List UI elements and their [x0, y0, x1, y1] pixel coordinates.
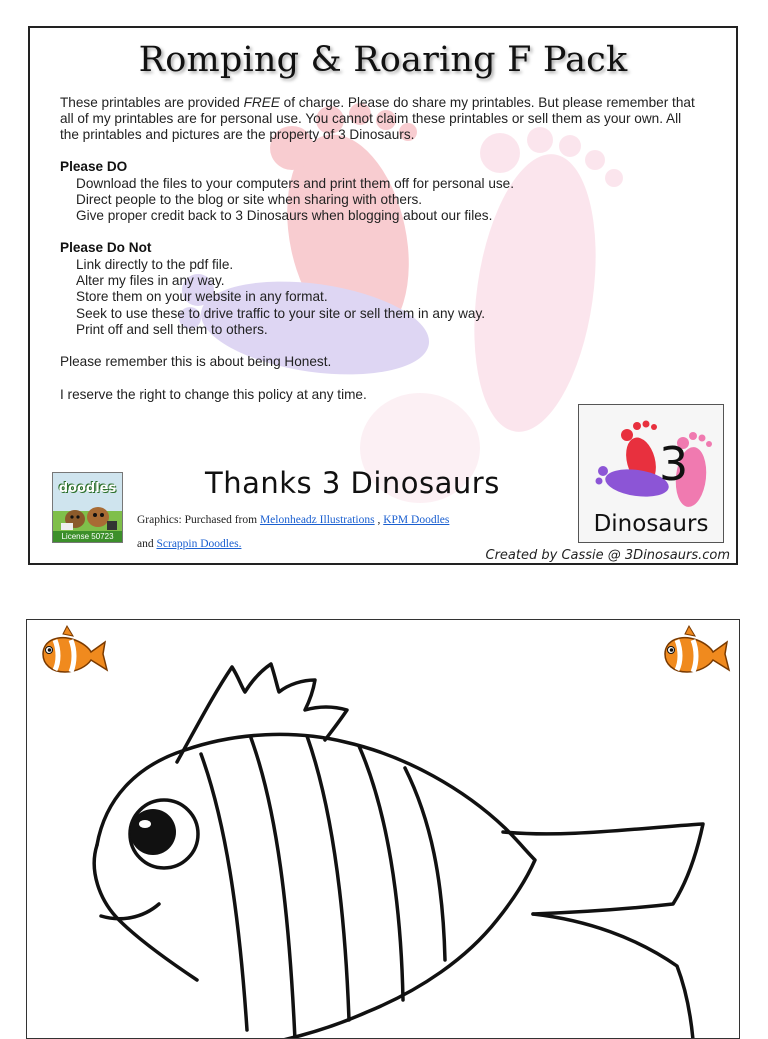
- please-do-item: Direct people to the blog or site when sharing with others.: [76, 192, 423, 208]
- melonheadz-link[interactable]: Melonheadz Illustrations: [259, 514, 375, 526]
- please-do-not-heading: Please Do Not: [60, 240, 152, 255]
- fish-eye-icon: [130, 800, 198, 868]
- please-do-item: Give proper credit back to 3 Dinosaurs when blogging about our files.: [76, 208, 493, 224]
- kpm-doodles-link[interactable]: KPM Doodles: [383, 514, 450, 526]
- please-do-not-item: Seek to use these to drive traffic to your site or sell them in any way.: [76, 305, 486, 321]
- intro-paragraph: [60, 95, 700, 144]
- please-do-not-item: Print off and sell them to others.: [76, 321, 268, 337]
- honest-note: Please remember this is about being Honest.: [60, 354, 332, 369]
- doodles-logo-word: doodles: [58, 481, 117, 496]
- three-dinosaurs-logo: [578, 404, 724, 543]
- terms-page: [28, 26, 738, 565]
- clownfish-icon: [665, 626, 729, 672]
- credit-separator: ,: [374, 514, 384, 526]
- please-do-item: Download the files to your computers and print them off for personal use.: [76, 176, 515, 191]
- please-do-not-item: Store them on your website in any format.: [76, 289, 328, 305]
- coloring-canvas: [27, 620, 740, 1039]
- graphics-credit-prefix: Graphics: Purchased from: [137, 514, 260, 526]
- please-do-not-item: Alter my files in any way.: [76, 273, 225, 289]
- scrappin-doodles-link[interactable]: Scrappin Doodles.: [156, 538, 242, 550]
- logo-number: 3: [659, 437, 689, 491]
- kpm-doodles-logo: [52, 472, 123, 543]
- policy-note: I reserve the right to change this policy at any time.: [60, 387, 367, 402]
- please-do-list: [76, 176, 514, 225]
- credit-and: and: [137, 538, 157, 550]
- graphics-credit-line-2: [137, 538, 241, 550]
- coloring-page: [26, 619, 740, 1039]
- graphics-credit-line: [137, 514, 449, 526]
- please-do-not-item: Link directly to the pdf file.: [76, 257, 234, 272]
- intro-text-start: These printables are provided: [60, 95, 244, 110]
- clownfish-icon: [43, 626, 107, 672]
- license-number: License 50723: [53, 531, 122, 542]
- intro-free-emphasis: FREE: [243, 95, 280, 110]
- page-title: Romping & Roaring F Pack: [138, 40, 628, 80]
- please-do-heading: Please DO: [60, 159, 128, 174]
- please-do-not-list: [76, 257, 485, 338]
- logo-word: Dinosaurs: [593, 511, 709, 537]
- created-by-credit: Created by Cassie @ 3Dinosaurs.com: [485, 548, 730, 563]
- intro-text-rest: of charge. Please do share my printables. But please remember that all of my printables are for personal use. You cannot claim these printables or sell them as your own. All the printables and pictures are the property of 3 Dinosaurs.: [60, 95, 695, 143]
- thanks-signature: Thanks 3 Dinosaurs: [205, 466, 500, 500]
